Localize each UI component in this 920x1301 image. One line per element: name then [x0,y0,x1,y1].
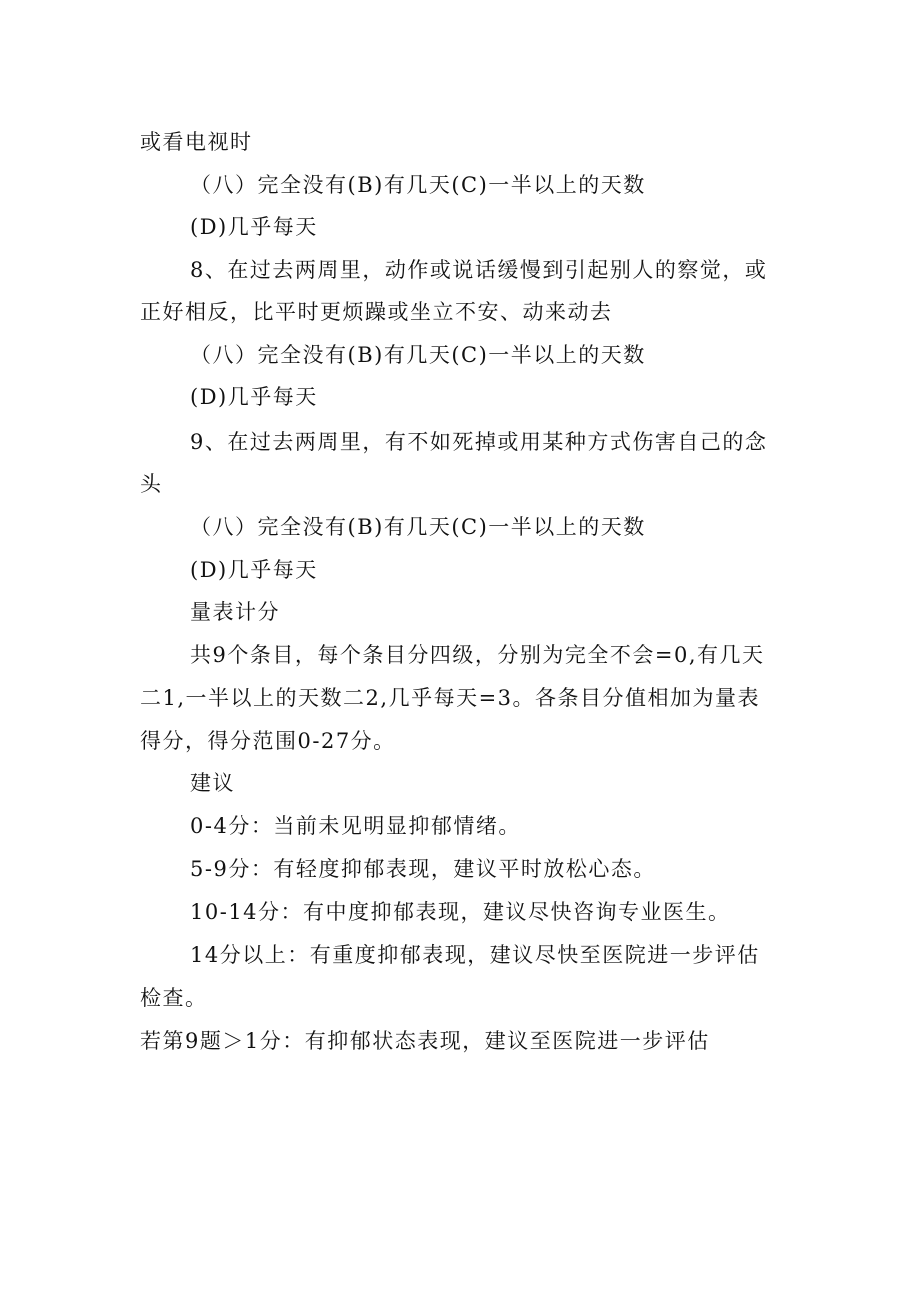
advice-range-5-9: 5-9分：有轻度抑郁表现，建议平时放松心态。 [190,857,656,881]
q8-question-line-2: 正好相反，比平时更烦躁或坐立不安、动来动去 [140,300,613,324]
q8-question-line-1: 8、在过去两周里，动作或说话缓慢到引起别人的察觉，或 [190,258,768,282]
q7-option-d: (D)几乎每天 [190,215,318,239]
advice-range-14-plus-line-2: 检查。 [140,986,208,1010]
advice-range-10-14: 10-14分：有中度抑郁表现，建议尽快咨询专业医生。 [190,900,731,924]
advice-q9-note: 若第9题＞1分：有抑郁状态表现，建议至医院进一步评估 [140,1029,710,1053]
q8-option-d: (D)几乎每天 [190,385,318,409]
q8-options-line: （八）完全没有(B)有几天(C)一半以上的天数 [190,343,646,367]
q9-option-d: (D)几乎每天 [190,558,318,582]
q9-question-line-2: 头 [140,472,163,496]
advice-range-0-4: 0-4分：当前未见明显抑郁情绪。 [190,814,521,838]
q9-options-line: （八）完全没有(B)有几天(C)一半以上的天数 [190,515,646,539]
advice-range-14-plus-line-1: 14分以上：有重度抑郁表现，建议尽快至医院进一步评估 [190,943,760,967]
q7-continuation-line: 或看电视时 [140,130,253,154]
q9-question-line-1: 9、在过去两周里，有不如死掉或用某种方式伤害自己的念 [190,430,768,454]
scoring-paragraph-line-2: 二1,一半以上的天数二2,几乎每天=3。各条目分值相加为量表 [140,686,761,710]
scoring-paragraph-line-1: 共9个条目，每个条目分四级，分别为完全不会=0,有几天 [190,643,765,667]
advice-heading: 建议 [190,771,235,795]
scoring-paragraph-line-3: 得分，得分范围0-27分。 [140,729,396,753]
scoring-heading: 量表计分 [190,600,280,624]
q7-options-line: （八）完全没有(B)有几天(C)一半以上的天数 [190,173,646,197]
